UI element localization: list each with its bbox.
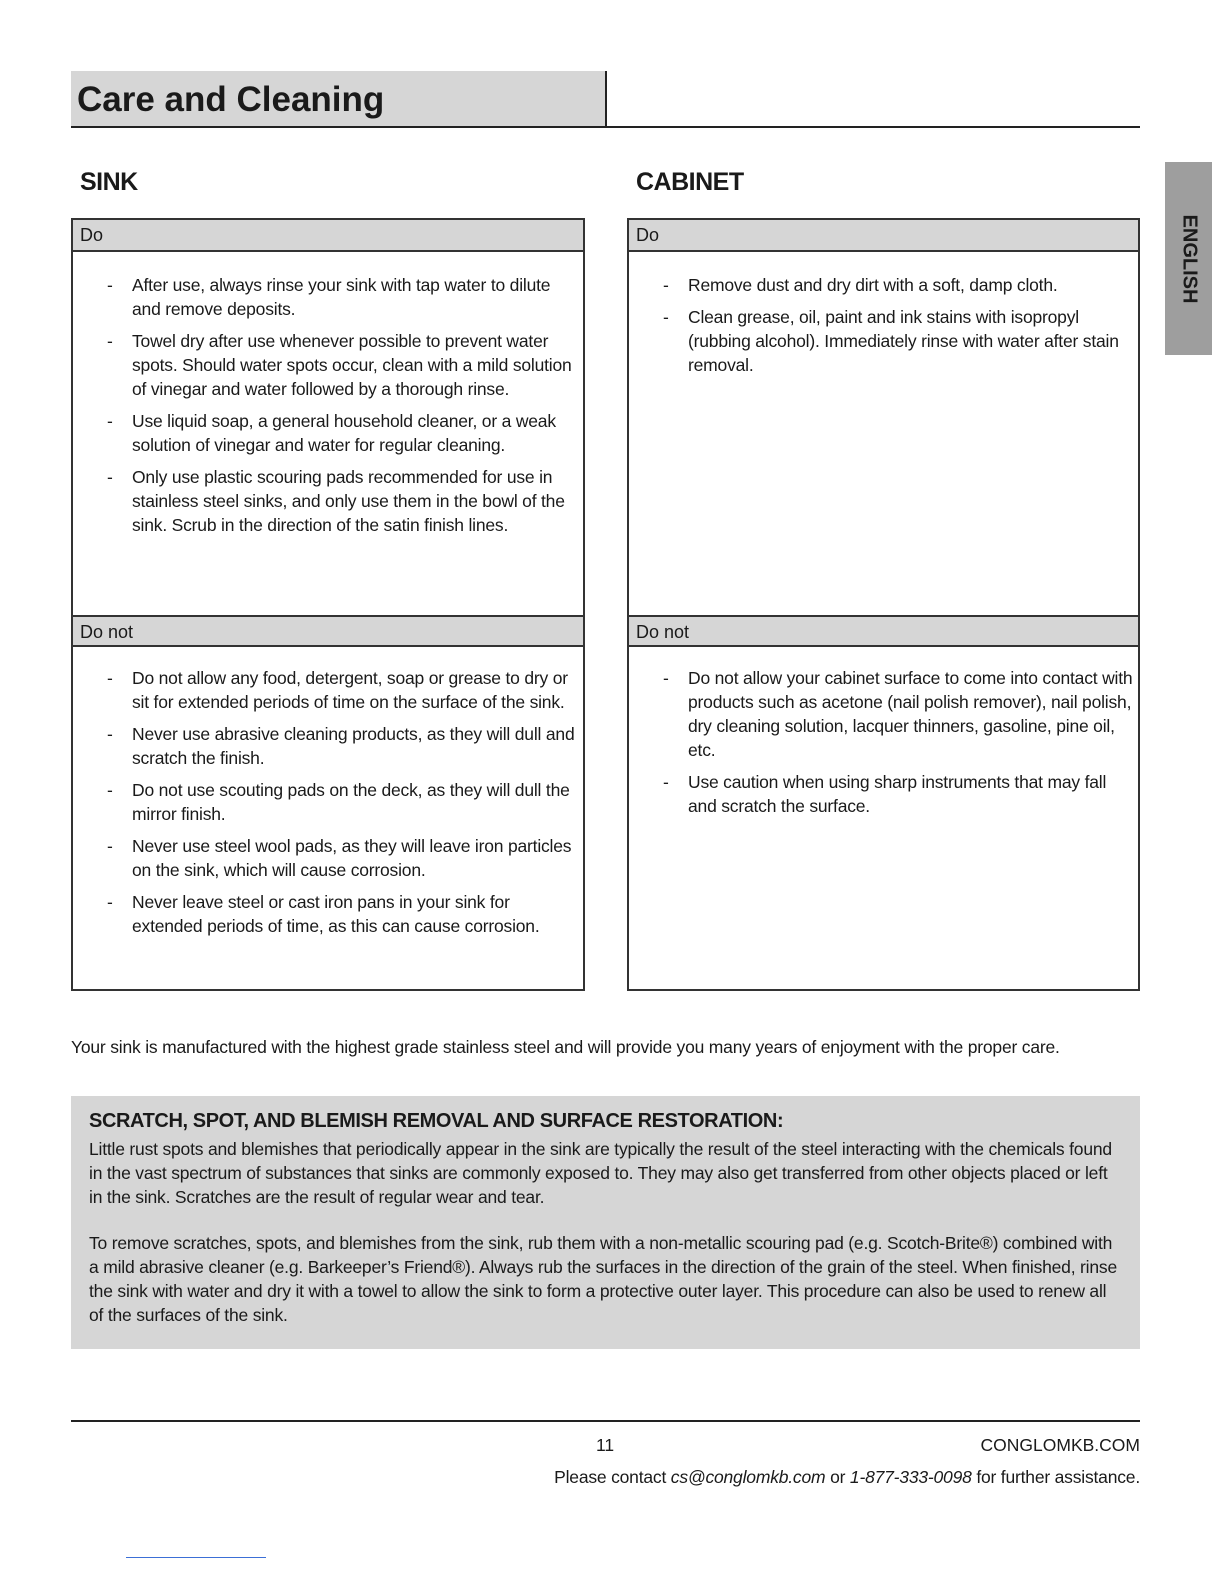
list-item: - Towel dry after use whenever possible to prevent water spots. Should water spots occur, clean with a mild solution of vinegar and water followed by a thorough rinse. <box>73 329 583 401</box>
cabinet-donot-header: Do not <box>629 615 1138 647</box>
footer-rule <box>71 1420 1140 1422</box>
email-link[interactable]: cs@conglomkb.com <box>670 1467 826 1487</box>
intro-text: Your sink is manufactured with the highest grade stainless steel and will provide you many years of enjoyment with the proper care. <box>71 1037 1060 1057</box>
sink-donot-section <box>73 647 583 938</box>
language-tab <box>1165 162 1212 355</box>
list-item: - Use caution when using sharp instruments that may fall and scratch the surface. <box>629 770 1138 818</box>
cabinet-do-section <box>629 252 1138 615</box>
phone-link[interactable]: 1-877-333-0098 <box>849 1467 972 1487</box>
sink-donot-header: Do not <box>73 615 583 647</box>
restoration-box <box>71 1096 1140 1349</box>
cabinet-do-header: Do <box>629 220 1138 252</box>
list-item: - After use, always rinse your sink with tap water to dilute and remove deposits. <box>73 273 583 321</box>
list-item: - Never leave steel or cast iron pans in your sink for extended periods of time, as this can cause corrosion. <box>73 890 583 938</box>
sink-heading: SINK <box>80 168 138 196</box>
sink-do-header: Do <box>73 220 583 252</box>
list-item: - Never use steel wool pads, as they will leave iron particles on the sink, which will cause corrosion. <box>73 834 583 882</box>
cabinet-do-list <box>629 273 1138 377</box>
cabinet-donot-list <box>629 666 1138 818</box>
restoration-paragraph-2: To remove scratches, spots, and blemishes from the sink, rub them with a non-metallic scouring pad (e.g. Scotch-Brite®) combined with a mild abrasive cleaner (e.g. Barkeeper’s Friend®). Always rub the surfaces in the direction of the grain of the steel. When finished, rinse the sink with water and dry it with a towel to allow the sink to form a protective outer layer. This procedure can also be used to renew all of the surfaces of the sink. <box>89 1233 1117 1325</box>
list-item: - Do not allow any food, detergent, soap or grease to dry or sit for extended periods of time on the surface of the sink. <box>73 666 583 714</box>
contact-prefix: Please contact <box>554 1467 671 1487</box>
list-item: - Use liquid soap, a general household cleaner, or a weak solution of vinegar and water for regular cleaning. <box>73 409 583 457</box>
list-item: - Do not use scouting pads on the deck, as they will dull the mirror finish. <box>73 778 583 826</box>
cabinet-panel <box>627 218 1140 991</box>
cabinet-donot-section <box>629 647 1138 818</box>
contact-line <box>554 1467 1140 1488</box>
header-divider <box>605 71 607 128</box>
list-item: - Clean grease, oil, paint and ink stains with isopropyl (rubbing alcohol). Immediately rinse with water after stain removal. <box>629 305 1138 377</box>
list-item: - Do not allow your cabinet surface to come into contact with products such as acetone (nail polish remover), nail polish, dry cleaning solution, lacquer thinners, gasoline, pine oil, etc. <box>629 666 1138 762</box>
page-number: 11 <box>596 1435 615 1455</box>
header-rule <box>71 126 1140 128</box>
sink-donot-list <box>73 666 583 938</box>
website-link[interactable]: CONGLOMKB.COM <box>980 1435 1140 1455</box>
language-tab-label: ENGLISH <box>1178 214 1200 303</box>
link-underline <box>126 1557 266 1558</box>
list-item: - Only use plastic scouring pads recommended for use in stainless steel sinks, and only use them in the bowl of the sink. Scrub in the direction of the satin finish lines. <box>73 465 583 537</box>
list-item: - Remove dust and dry dirt with a soft, damp cloth. <box>629 273 1138 297</box>
sink-panel <box>71 218 585 991</box>
restoration-title: SCRATCH, SPOT, AND BLEMISH REMOVAL AND SURFACE RESTORATION: <box>89 1110 784 1132</box>
cabinet-heading: CABINET <box>636 168 744 196</box>
contact-or: or <box>825 1467 850 1487</box>
list-item: - Never use abrasive cleaning products, as they will dull and scratch the finish. <box>73 722 583 770</box>
restoration-paragraph-1: Little rust spots and blemishes that periodically appear in the sink are typically the result of the steel interacting with the chemicals found in the vast spectrum of substances that sinks are commonly exposed to. They may also get transferred from other objects placed or left in the sink. Scratches are the result of regular wear and tear. <box>89 1139 1112 1207</box>
sink-do-list <box>73 273 583 537</box>
sink-do-section <box>73 252 583 615</box>
page-title: Care and Cleaning <box>77 80 385 119</box>
contact-suffix: for further assistance. <box>971 1467 1140 1487</box>
